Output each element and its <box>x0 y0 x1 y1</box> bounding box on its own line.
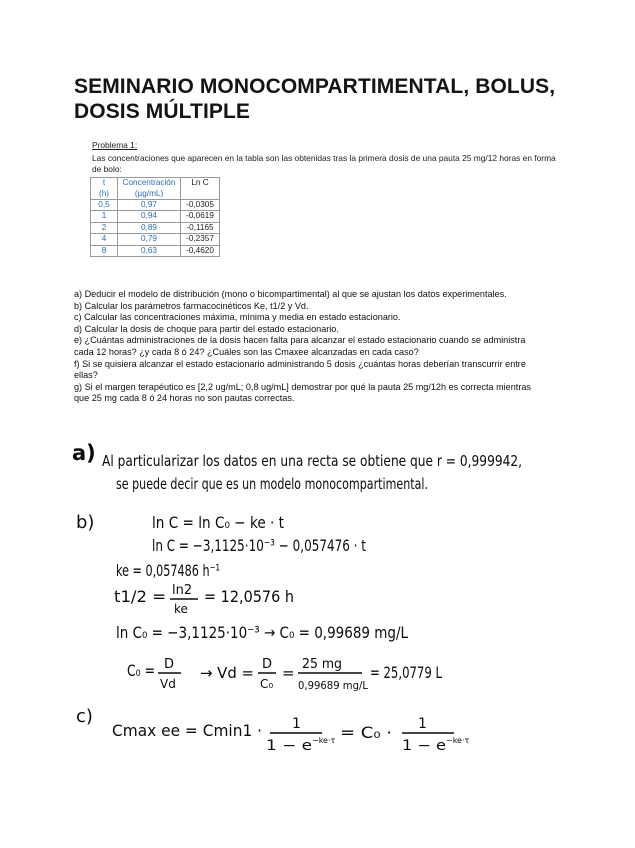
cell-lnc: -0,0305 <box>181 200 220 211</box>
hw-c0-num: D <box>164 657 175 672</box>
header-t: t (h) <box>91 178 118 200</box>
hw-vd-eq: = <box>282 664 295 682</box>
hw-c0: ln C₀ = −3,1125·10⁻³ → C₀ = 0,99689 mg/L <box>116 623 409 642</box>
table-row <box>91 234 220 245</box>
header-lnc: Ln C <box>181 178 220 200</box>
cell-lnc: -0,1165 <box>181 222 220 233</box>
hw-half-life-den: ke <box>174 602 188 616</box>
hw-half-life-lhs: t1/2 = <box>114 587 166 606</box>
hw-c-exp2: −ke·τ <box>446 736 470 745</box>
hw-c-frac1-den: 1 − e <box>266 738 312 754</box>
hw-eq-lnc: ln C = ln C₀ − ke · t <box>152 513 284 532</box>
table-row <box>91 200 220 211</box>
table-row <box>91 211 220 222</box>
cell-concentration: 0,94 <box>118 211 181 222</box>
hw-c0-den: Vd <box>160 677 176 691</box>
hw-vd-den2: 0,99689 mg/L <box>298 679 369 692</box>
question-c: c) Calcular las concentraciones máxima, mínima y media en estado estacionario. <box>74 312 401 323</box>
question-e: e) ¿Cuántas administraciones de la dosis hacen falta para alcanzar el estado estacionario cuando se administra cada 12 horas? ¿y cada 8 ó 24? ¿Cuáles son las Cmaxee alcanzadas en cada caso? <box>74 335 526 357</box>
hw-half-life-rhs: = 12,0576 h <box>204 587 294 606</box>
cell-t: 4 <box>91 234 118 245</box>
cell-t: 8 <box>91 245 118 256</box>
hw-c-frac2-den: 1 − e <box>402 738 446 754</box>
header-concentration: Concentración (µg/mL) <box>118 178 181 200</box>
cell-concentration: 0,63 <box>118 245 181 256</box>
hw-c-lhs: Cmax ee = Cmin1 · <box>112 721 262 740</box>
cell-t: 2 <box>91 222 118 233</box>
cell-lnc: -0,2357 <box>181 234 220 245</box>
cell-t: 1 <box>91 211 118 222</box>
hw-c0-lhs: C₀ = <box>127 661 155 680</box>
hw-label-a: a) <box>72 441 96 465</box>
question-f: f) Si se quisiera alcanzar el estado estacionario administrando 5 dosis ¿cuántas horas deberían transcurrir entre ellas? <box>74 358 526 381</box>
cell-concentration: 0,79 <box>118 234 181 245</box>
hw-label-b: b) <box>76 512 95 533</box>
question-d: d) Calcular la dosis de choque para partir del estado estacionario. <box>74 323 339 334</box>
data-table <box>90 177 220 257</box>
problem-statement: Las concentraciones que aparecen en la tabla son las obtenidas tras la primera dosis de una pauta 25 mg/12 horas en forma de bolo: <box>92 153 556 174</box>
hw-c-exp1: −ke·τ <box>312 736 336 745</box>
hw-vd-num: D <box>262 657 273 672</box>
table-row <box>91 222 220 233</box>
hw-c-mid: = C₀ · <box>340 723 392 742</box>
problem-block <box>92 140 562 257</box>
questions-list <box>74 289 544 405</box>
cell-lnc: -0,0619 <box>181 211 220 222</box>
cell-lnc: -0,4620 <box>181 245 220 256</box>
cell-t: 0,5 <box>91 200 118 211</box>
question-a: a) Deducir el modelo de distribución (mono o bicompartimental) al que se ajustan los datos experimentales. <box>74 289 507 299</box>
question-b: b) Calcular los parámetros farmacocinéticos Ke, t1/2 y Vd. <box>74 300 309 311</box>
cell-concentration: 0,89 <box>118 222 181 233</box>
table-row <box>91 245 220 256</box>
hw-eq-lnc-fit: ln C = −3,1125·10⁻³ − 0,057476 · t <box>152 536 366 555</box>
hw-vd-lhs: → Vd = <box>200 664 254 682</box>
hw-label-c: c) <box>76 706 93 727</box>
cell-concentration: 0,97 <box>118 200 181 211</box>
hw-vd-den: C₀ <box>260 677 274 691</box>
hw-vd-rhs: = 25,0779 L <box>370 663 443 682</box>
hw-vd-num2: 25 mg <box>302 657 342 672</box>
hw-answer-a-line1: Al particularizar los datos en una recta se obtiene que r = 0,999942, <box>102 452 522 470</box>
page-title: SEMINARIO MONOCOMPARTIMENTAL, BOLUS, DOSIS MÚLTIPLE <box>74 75 556 123</box>
hw-answer-a-line2: se puede decir que es un modelo monocompartimental. <box>116 475 428 493</box>
hw-half-life-num: ln2 <box>172 583 193 598</box>
question-g: g) Si el margen terapéutico es [2,2 ug/mL; 0,8 ug/mL] demostrar por qué la pauta 25 mg/12h es correcta mientras que 25 mg cada 8 ó 24 horas no son pautas correctas. <box>74 381 531 404</box>
problem-heading: Problema 1: <box>92 140 138 150</box>
handwritten-solution <box>0 430 635 848</box>
hw-c-frac2-num: 1 <box>418 716 427 732</box>
table-header-row <box>91 178 220 200</box>
hw-c-frac1-num: 1 <box>292 716 301 732</box>
hw-ke: ke = 0,057486 h⁻¹ <box>116 561 220 580</box>
